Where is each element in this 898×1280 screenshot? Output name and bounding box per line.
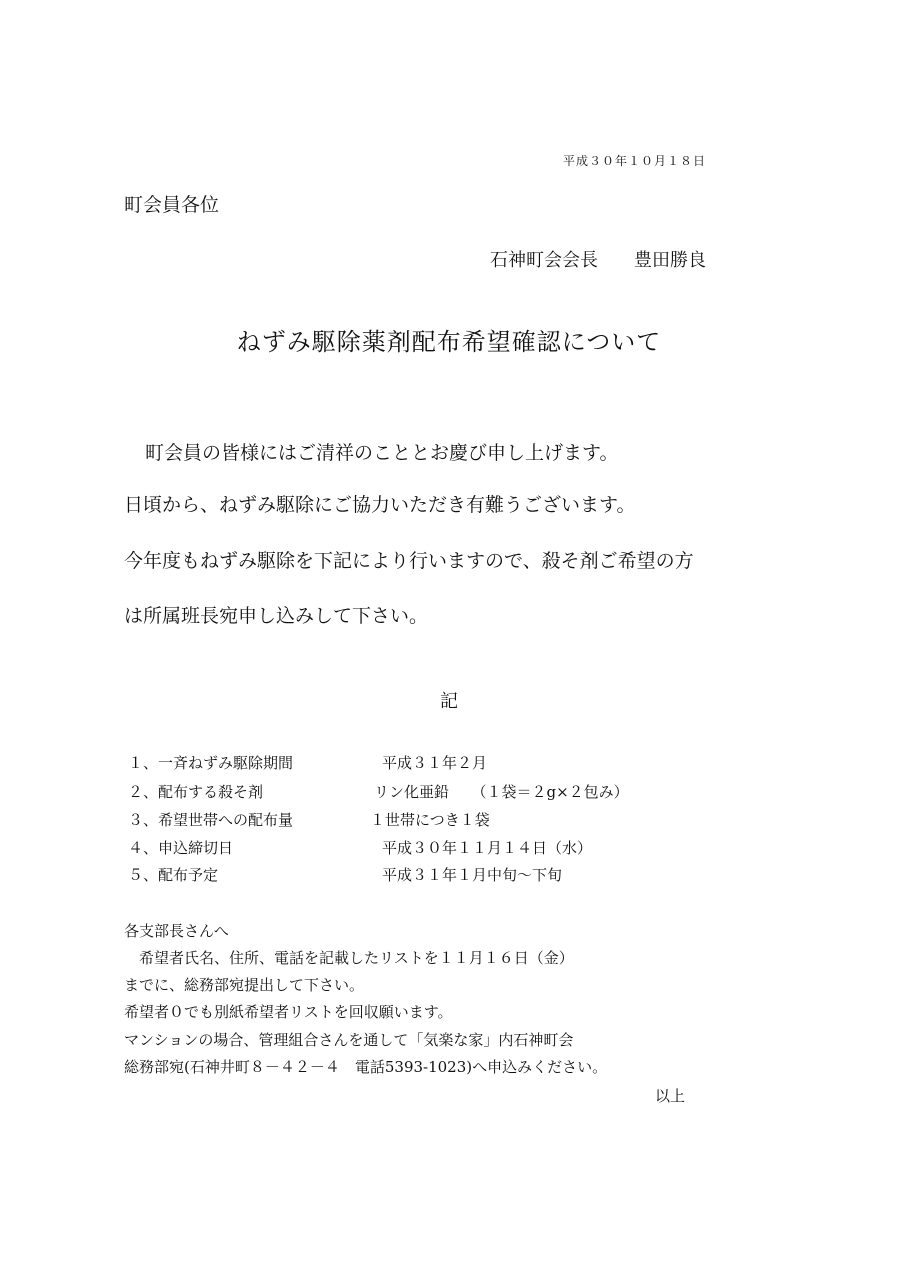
- notes-line: マンションの場合、管理組合さんを通して「気楽な家」内石神町会: [124, 1031, 574, 1049]
- list-item: [128, 837, 748, 865]
- notes-line: 希望者０でも別紙希望者リストを回収願います。: [124, 1003, 453, 1021]
- sender: [490, 246, 706, 272]
- item-list: [128, 752, 748, 892]
- signoff: 以上: [655, 1087, 686, 1105]
- item-value: 平成３１年１月中旬～下旬: [382, 866, 563, 884]
- item-label: １、一斉ねずみ駆除期間: [128, 754, 294, 772]
- list-item: [128, 864, 748, 892]
- item-value: １世帯につき１袋: [370, 811, 490, 829]
- item-value: 平成３１年２月: [382, 754, 488, 772]
- document-date: 平成３０年１０月１８日: [563, 154, 707, 168]
- item-label: ４、申込締切日: [128, 839, 234, 857]
- ki-heading: 記: [440, 691, 458, 712]
- notes-line: 各支部長さんへ: [124, 922, 229, 940]
- body-paragraph: は所属班長宛申し込みして下さい。: [124, 605, 429, 627]
- item-value: 平成３０年１１月１４日（水）: [382, 839, 593, 857]
- notes-line: までに、総務部宛提出して下さい。: [124, 976, 365, 994]
- list-item: [128, 752, 748, 780]
- notes-line: 希望者氏名、住所、電話を記載したリストを１１月１６日（金）: [124, 949, 574, 967]
- notes-line: 総務部宛(石神井町８－４２－４ 電話5393-1023)へ申込みください。: [124, 1058, 608, 1076]
- item-label: ２、配布する殺そ剤: [128, 783, 264, 801]
- item-label: ３、希望世帯への配布量: [128, 811, 294, 829]
- body-paragraph: 今年度もねずみ駆除を下記により行いますので、殺そ剤ご希望の方: [124, 550, 694, 572]
- sender-title: 石神町会会長: [490, 250, 598, 271]
- item-value: リン化亜鉛 （１袋＝２g×２包み）: [374, 783, 629, 801]
- body-paragraph: 町会員の皆様にはご清祥のこととお慶び申し上げます。: [145, 442, 619, 464]
- document-title: ねずみ駆除薬剤配布希望確認について: [236, 328, 662, 356]
- list-item: [128, 809, 748, 837]
- item-label: ５、配布予定: [128, 866, 219, 884]
- sender-name: 豊田勝良: [634, 250, 706, 271]
- list-item: [128, 781, 748, 809]
- recipient: 町会員各位: [124, 194, 220, 216]
- body-paragraph: 日頃から、ねずみ駆除にご協力いただき有難うございます。: [124, 494, 636, 516]
